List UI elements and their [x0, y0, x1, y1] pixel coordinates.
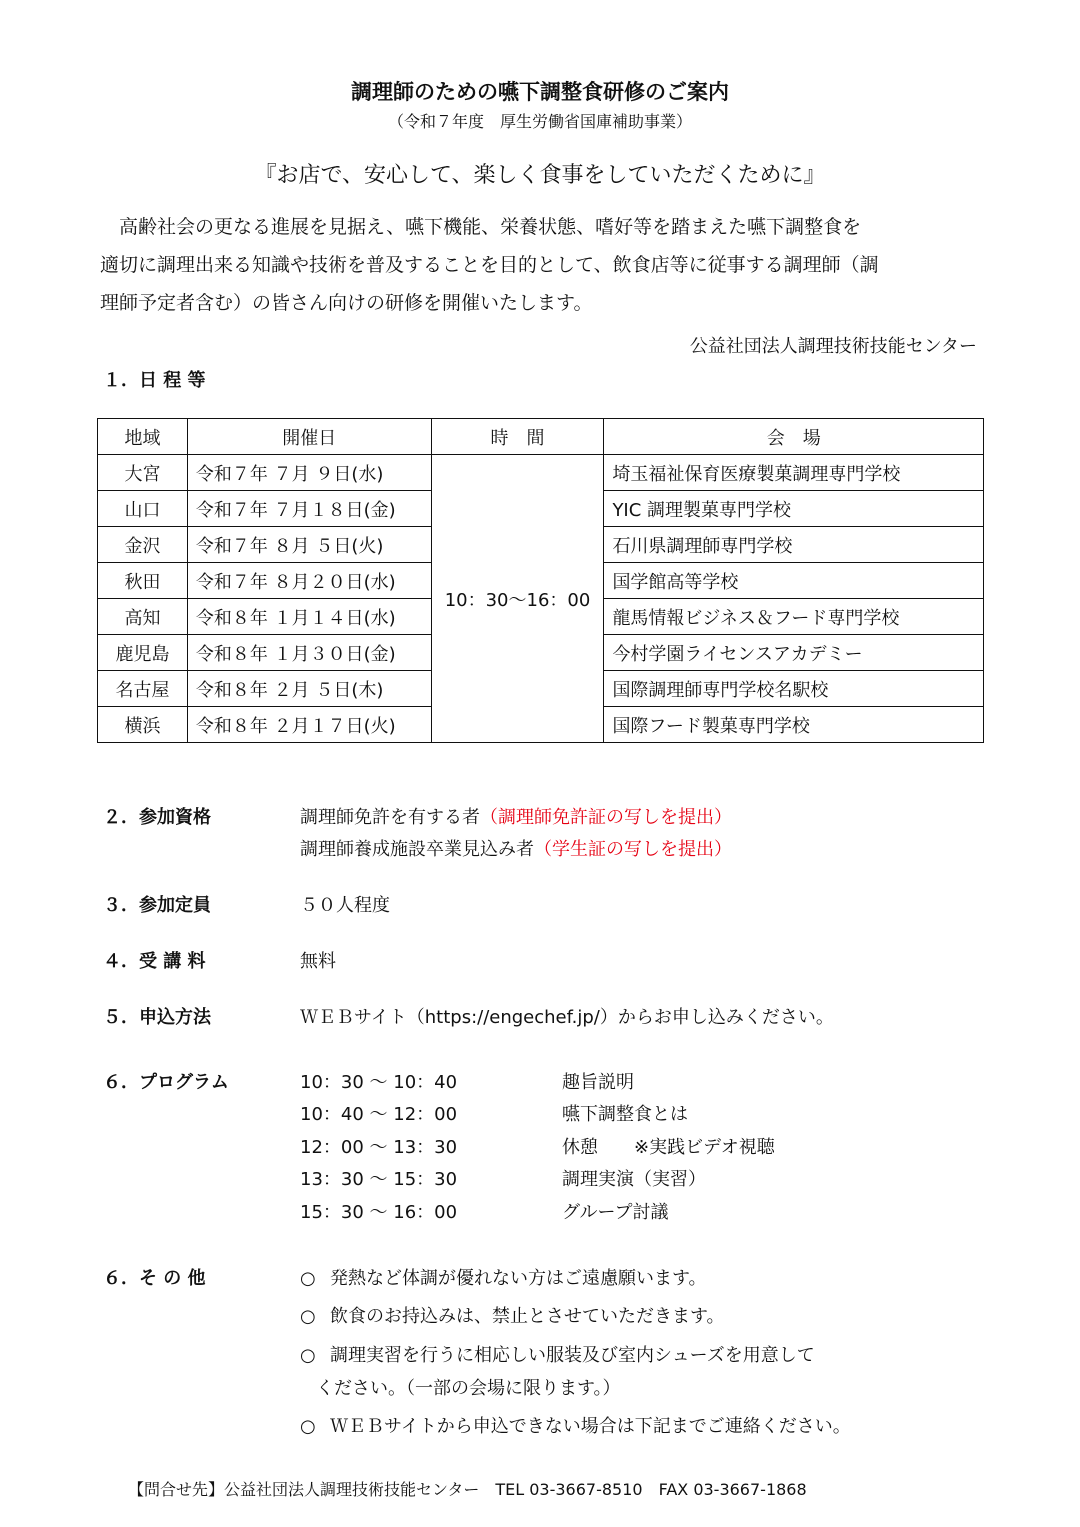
- cell-date: 令和７年 ７月１８日(金): [187, 491, 431, 527]
- application-method: ＷＥＢサイト（https://engechef.jp/）からお申し込みください。: [300, 1007, 834, 1028]
- cell-venue: 国際調理師専門学校名駅校: [604, 671, 984, 707]
- cell-region: 秋田: [98, 563, 188, 599]
- circle-bullet-icon: ○: [300, 1416, 316, 1437]
- program-item: [300, 1068, 634, 1094]
- header-date: 開催日: [187, 419, 431, 455]
- program-content: 休憩 ※実践ビデオ視聴: [562, 1137, 775, 1158]
- notice-text: 発熱など体調が優れない方はご遠慮願います。: [330, 1268, 707, 1289]
- program-item: [300, 1198, 669, 1224]
- fee-value: 無料: [300, 951, 336, 972]
- cell-venue: 国際フード製菓専門学校: [604, 707, 984, 743]
- header-venue: 会 場: [604, 419, 984, 455]
- cell-venue: 石川県調理師専門学校: [604, 527, 984, 563]
- cell-region: 山口: [98, 491, 188, 527]
- program-item: [300, 1133, 775, 1159]
- program-time: 13：30 ～ 15：30: [300, 1169, 458, 1190]
- notice-text: ＷＥＢサイトから申込できない場合は下記までご連絡ください。: [330, 1416, 851, 1437]
- cell-venue: YIC 調理製菓専門学校: [604, 491, 984, 527]
- section-fee-heading: ４．受 講 料: [103, 951, 206, 972]
- program-item: [300, 1100, 688, 1126]
- program-content: 嚥下調整食とは: [562, 1104, 688, 1125]
- header-region: 地域: [98, 419, 188, 455]
- section-application-heading: ５．申込方法: [103, 1007, 211, 1028]
- notice-continuation: ください。（一部の会場に限ります。）: [316, 1378, 621, 1399]
- circle-bullet-icon: ○: [300, 1345, 316, 1366]
- eligibility-note: （学生証の写しを提出）: [534, 839, 732, 860]
- cell-venue: 埼玉福祉保育医療製菓調理専門学校: [604, 455, 984, 491]
- header-time: 時 間: [431, 419, 604, 455]
- cell-region: 金沢: [98, 527, 188, 563]
- notice-item: [300, 1264, 707, 1290]
- table-header-row: [98, 419, 984, 455]
- schedule-table: [97, 418, 984, 743]
- cell-region: 名古屋: [98, 671, 188, 707]
- program-time: 10：40 ～ 12：00: [300, 1104, 458, 1125]
- program-time: 10：30 ～ 10：40: [300, 1072, 458, 1093]
- program-content: グループ討議: [562, 1202, 669, 1223]
- cell-date: 令和７年 ８月２０日(水): [187, 563, 431, 599]
- notice-item: [300, 1302, 725, 1328]
- document-subtitle: （令和７年度 厚生労働省国庫補助事業）: [387, 112, 692, 131]
- program-content: 趣旨説明: [562, 1072, 634, 1093]
- cell-time: 10：30～16：00: [431, 455, 604, 743]
- intro-line: 高齢社会の更なる進展を見据え、嚥下機能、栄養状態、嗜好等を踏まえた嚥下調整食を: [100, 216, 862, 238]
- section-capacity-heading: ３．参加定員: [103, 895, 211, 916]
- eligibility-line-1: [300, 803, 732, 829]
- intro-line: 適切に調理出来る知識や技術を普及することを目的として、飲食店等に従事する調理師（調: [100, 254, 879, 276]
- cell-venue: 国学館高等学校: [604, 563, 984, 599]
- notice-item: [300, 1341, 815, 1367]
- notice-text: 調理実習を行うに相応しい服装及び室内シューズを用意して: [330, 1345, 815, 1366]
- cell-date: 令和７年 ８月 ５日(火): [187, 527, 431, 563]
- section-other-heading: ６．そ の 他: [103, 1268, 206, 1289]
- cell-venue: 龍馬情報ビジネス＆フード専門学校: [604, 599, 984, 635]
- notice-item: [300, 1412, 851, 1438]
- program-content: 調理実演（実習）: [562, 1169, 706, 1190]
- circle-bullet-icon: ○: [300, 1306, 316, 1327]
- cell-date: 令和８年 ２月１７日(火): [187, 707, 431, 743]
- intro-line: 理師予定者含む）の皆さん向けの研修を開催いたします。: [100, 292, 593, 314]
- cell-date: 令和８年 １月１４日(水): [187, 599, 431, 635]
- cell-region: 大宮: [98, 455, 188, 491]
- cell-venue: 今村学園ライセンスアカデミー: [604, 635, 984, 671]
- program-time: 12：00 ～ 13：30: [300, 1137, 458, 1158]
- organization-name: 公益社団法人調理技術技能センター: [689, 336, 977, 357]
- eligibility-note: （調理師免許証の写しを提出）: [480, 807, 732, 828]
- section-schedule-heading: １．日 程 等: [103, 370, 206, 391]
- cell-date: 令和７年 ７月 ９日(水): [187, 455, 431, 491]
- eligibility-text: 調理師養成施設卒業見込み者: [300, 839, 534, 860]
- cell-date: 令和８年 ２月 ５日(木): [187, 671, 431, 707]
- table-row: [98, 455, 984, 491]
- eligibility-line-2: [300, 835, 732, 861]
- program-time: 15：30 ～ 16：00: [300, 1202, 458, 1223]
- cell-date: 令和８年 １月３０日(金): [187, 635, 431, 671]
- notice-text: 飲食のお持込みは、禁止とさせていただきます。: [330, 1306, 725, 1327]
- circle-bullet-icon: ○: [300, 1268, 316, 1289]
- contact-footer: 【問合せ先】公益社団法人調理技術技能センター TEL 03-3667-8510 FAX 03-3667-1868: [128, 1480, 807, 1499]
- intro-paragraph: [100, 208, 980, 322]
- section-eligibility-heading: ２．参加資格: [103, 807, 211, 828]
- section-program-heading: ６．プログラム: [103, 1072, 229, 1093]
- slogan: 『お店で、安心して、楽しく食事をしていただくために』: [254, 163, 826, 188]
- cell-region: 高知: [98, 599, 188, 635]
- cell-region: 鹿児島: [98, 635, 188, 671]
- document-title: 調理師のための嚥下調整食研修のご案内: [351, 80, 729, 104]
- program-item: [300, 1165, 706, 1191]
- eligibility-text: 調理師免許を有する者: [300, 807, 480, 828]
- capacity-value: ５０人程度: [300, 895, 390, 916]
- cell-region: 横浜: [98, 707, 188, 743]
